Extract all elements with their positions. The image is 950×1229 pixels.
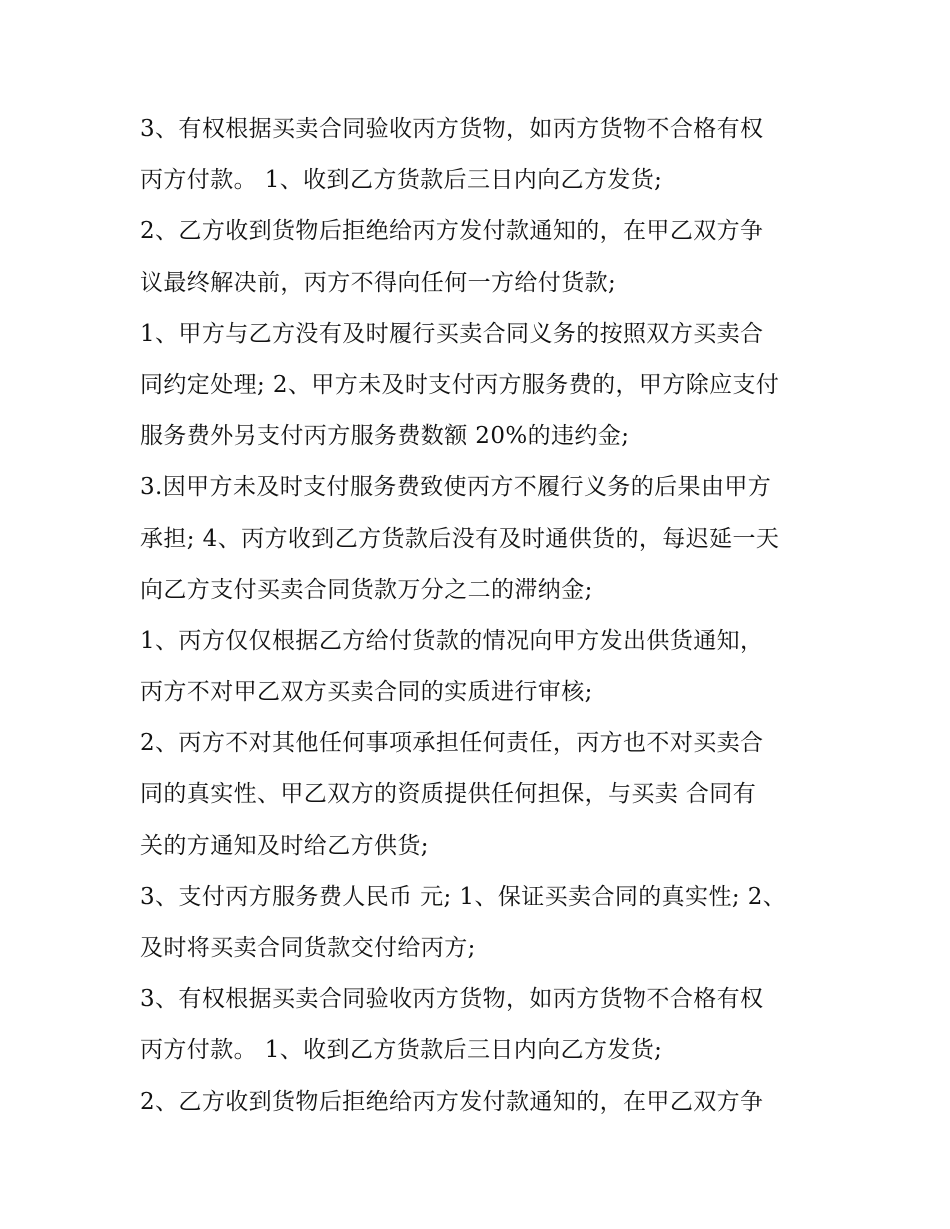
text-line: 同的真实性、甲乙双方的资质提供任何担保，与买卖 合同有 — [140, 781, 757, 808]
text-line: 向乙方支付买卖合同货款万分之二的滞纳金; — [140, 576, 593, 603]
text-line: 关的方通知及时给乙方供货; — [140, 832, 429, 859]
text-line: 同约定处理; 2、甲方未及时支付丙方服务费的，甲方除应支付 — [140, 371, 780, 398]
text-line: 2、乙方收到货物后拒绝给丙方发付款通知的，在甲乙双方争 — [140, 1088, 764, 1115]
text-line: 服务费外另支付丙方服务费数额 20%的违约金; — [140, 423, 630, 450]
text-line: 2、丙方不对其他任何事项承担任何责任，丙方也不对买卖合 — [140, 730, 764, 757]
text-line: 1、甲方与乙方没有及时履行买卖合同义务的按照双方买卖合 — [140, 320, 764, 347]
text-line: 3、支付丙方服务费人民币 元; 1、保证买卖合同的真实性; 2、 — [140, 883, 787, 910]
text-line: 3、有权根据买卖合同验收丙方货物，如丙方货物不合格有权 — [140, 116, 764, 142]
text-line: 2、乙方收到货物后拒绝给丙方发付款通知的，在甲乙双方争 — [140, 218, 764, 245]
text-line: 1、丙方仅仅根据乙方给付货款的情况向甲方发出供货通知， — [140, 627, 764, 654]
text-line: 及时将买卖合同货款交付给丙方; — [140, 935, 476, 961]
text-line: 议最终解决前，丙方不得向任何一方给付货款; — [140, 269, 617, 296]
text-line: 丙方付款。 1、收到乙方货款后三日内向乙方发货; — [140, 167, 663, 194]
text-line: 3、有权根据买卖合同验收丙方货物，如丙方货物不合格有权 — [140, 986, 764, 1013]
text-line: 丙方付款。 1、收到乙方货款后三日内向乙方发货; — [140, 1037, 663, 1064]
text-line: 承担; 4、丙方收到乙方货款后没有及时通供货的，每迟延一天 — [140, 525, 780, 552]
text-line: 3.因甲方未及时支付服务费致使丙方不履行义务的后果由甲方 — [140, 474, 772, 501]
text-line: 丙方不对甲乙双方买卖合同的实质进行审核; — [140, 679, 593, 706]
document-body — [140, 104, 830, 1128]
